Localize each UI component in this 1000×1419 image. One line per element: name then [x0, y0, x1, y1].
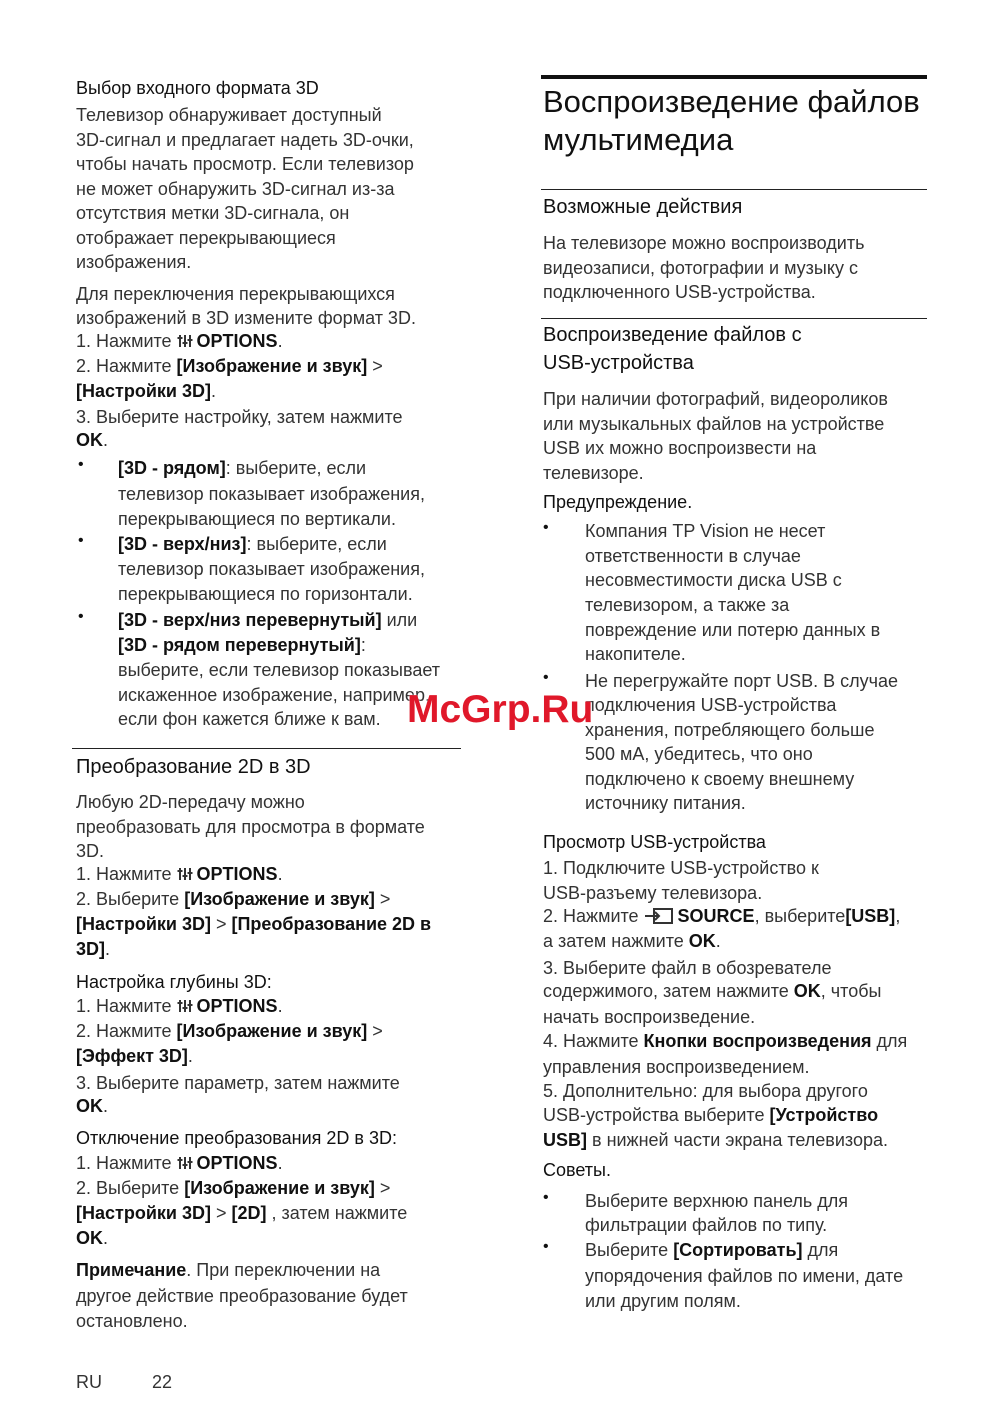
section-title-usb: Воспроизведение файлов с [543, 324, 802, 346]
text-line: чтобы начать просмотр. Если телевизор [76, 154, 414, 174]
step-2-cont [76, 1201, 407, 1225]
text-line: 3D-сигнал и предлагает надеть 3D-очки, [76, 130, 414, 150]
punct: . [277, 996, 283, 1016]
options-key: OPTIONS [196, 1153, 278, 1173]
step-2-cont [76, 937, 110, 961]
text-line: телевизор показывает изображения, [118, 484, 425, 504]
menu-path: [Настройки 3D] [76, 381, 211, 401]
step-2 [76, 887, 390, 911]
text-line: На телевизоре можно воспроизводить [543, 233, 865, 253]
separator: > [374, 1178, 391, 1198]
option-name: [3D - верх/низ] [118, 534, 247, 554]
bullet-icon: • [78, 532, 84, 549]
note-label: Примечание [76, 1260, 187, 1280]
punct: . [715, 931, 721, 951]
step-5-cont [543, 1128, 888, 1152]
separator: > [367, 356, 383, 376]
step-3-cont [76, 428, 108, 452]
option-name: [3D - рядом перевернутый] [118, 635, 361, 655]
section-title-actions: Возможные действия [543, 196, 743, 218]
footer-language: RU [76, 1372, 102, 1392]
warning-title: Предупреждение. [543, 492, 693, 512]
text-line: повреждение или потерю данных в [585, 620, 881, 640]
warning-item: Компания TP Vision не несет [585, 521, 826, 541]
text-line: фильтрации файлов по типу. [585, 1215, 828, 1235]
text-line: изображений в 3D измените формат 3D. [76, 308, 416, 328]
text-line: источнику питания. [585, 793, 746, 813]
separator: > [367, 1021, 383, 1041]
step-2 [76, 1019, 383, 1043]
punct: . [187, 1046, 193, 1066]
bullet-item-cont [118, 633, 366, 657]
text-line: преобразовать для просмотра в формате [76, 817, 425, 837]
option-desc: или [381, 610, 418, 630]
options-key: OPTIONS [196, 864, 278, 884]
subsection-title-depth: Настройка глубины 3D: [76, 972, 272, 992]
bullet-icon: • [78, 456, 84, 473]
source-key: SOURCE [677, 906, 755, 926]
note-text: . При переключении на [186, 1260, 381, 1280]
punct: . [103, 1228, 109, 1248]
option-name: [3D - рядом] [118, 458, 226, 478]
step-text: , затем нажмите [266, 1203, 408, 1223]
text-line: другое действие преобразование будет [76, 1286, 408, 1306]
section-divider [541, 189, 927, 190]
step-2 [76, 354, 383, 378]
tip-item [585, 1238, 838, 1262]
step-1 [76, 994, 283, 1018]
note [76, 1258, 380, 1282]
step-text: 2. Выберите [76, 889, 185, 909]
step-text: 2. Нажмите [76, 356, 177, 376]
step-2-cont [76, 379, 216, 403]
text-line: если фон кажется ближе к вам. [118, 709, 381, 729]
step-1 [76, 862, 283, 886]
punct: . [277, 331, 283, 351]
text-line: Телевизор обнаруживает доступный [76, 105, 382, 125]
menu-path: [Настройки 3D] [76, 1203, 211, 1223]
text-line: упорядочения файлов по имени, дате [585, 1266, 904, 1286]
step-1 [76, 329, 283, 353]
separator: > [374, 889, 391, 909]
step-text: а затем нажмите [543, 931, 689, 951]
text-line: остановлено. [76, 1311, 188, 1331]
step-3: 3. Выберите файл в обозревателе [543, 958, 832, 978]
step-3: 3. Выберите настройку, затем нажмите [76, 407, 403, 427]
text-line: отображает перекрывающиеся [76, 228, 336, 248]
step-text: 1. Нажмите [76, 996, 177, 1016]
tips-title: Советы. [543, 1160, 611, 1180]
option-name: [3D - верх/низ перевернутый] [118, 610, 382, 630]
ok-key: OK [76, 1096, 103, 1116]
bullet-item [118, 608, 417, 632]
text-line: телевизор показывает изображения, [118, 559, 425, 579]
menu-path: USB] [543, 1130, 587, 1150]
bullet-icon: • [78, 608, 84, 625]
page-title: Воспроизведение файлов [543, 84, 920, 119]
separator: > [210, 1203, 232, 1223]
bullet-item [118, 456, 366, 480]
section-title-2d-to-3d: Преобразование 2D в 3D [76, 756, 311, 778]
punct: . [105, 939, 111, 959]
step-2-cont [76, 1044, 193, 1068]
text-line: несовместимости диска USB с [585, 570, 842, 590]
text-line: Для переключения перекрывающихся [76, 284, 395, 304]
warning-item: Не перегружайте порт USB. В случае [585, 671, 899, 691]
step-3: 3. Выберите параметр, затем нажмите [76, 1073, 400, 1093]
step-5: 5. Дополнительно: для выбора другого [543, 1081, 868, 1101]
step-5-cont [543, 1103, 878, 1127]
punct: . [277, 864, 283, 884]
text-line: подключения USB-устройства [585, 695, 837, 715]
step-2-cont [543, 929, 721, 953]
step-2-cont [76, 1226, 108, 1250]
bullet-icon: • [543, 669, 549, 686]
step-text: в нижней части экрана телевизора. [587, 1130, 888, 1150]
source-icon [644, 906, 674, 922]
text-line: управления воспроизведением. [543, 1057, 810, 1077]
step-1 [76, 1151, 283, 1175]
text-line: накопителе. [585, 644, 686, 664]
bullet-icon: • [543, 1189, 549, 1206]
section-title-usb: USB-устройства [543, 352, 694, 374]
watermark: McGrp.Ru [407, 688, 594, 731]
step-text: , выберите [754, 906, 846, 926]
text-line: USB их можно воспроизвести на [543, 438, 817, 458]
text-line: подключенного USB-устройства. [543, 282, 816, 302]
punct: . [210, 381, 216, 401]
text-line: телевизоре. [543, 463, 644, 483]
menu-path: [Изображение и звук] [184, 1178, 375, 1198]
menu-path: [2D] [231, 1203, 267, 1223]
text-line: При наличии фотографий, видеороликов [543, 389, 888, 409]
step-text: , чтобы [820, 981, 882, 1001]
options-icon [177, 330, 193, 344]
text-line: 500 мА, убедитесь, что оно [585, 744, 813, 764]
options-key: OPTIONS [196, 331, 278, 351]
section-divider [541, 318, 927, 319]
punct: . [103, 430, 109, 450]
subsection-title-view-usb: Просмотр USB-устройства [543, 832, 766, 852]
punct: , [895, 906, 901, 926]
text-line: ответственности в случае [585, 546, 801, 566]
menu-path: [Устройство [769, 1105, 879, 1125]
option-desc: : выберите, если [225, 458, 367, 478]
text-line: или музыкальных файлов на устройстве [543, 414, 885, 434]
text-line: перекрывающиеся по вертикали. [118, 509, 396, 529]
bullet-item [118, 532, 387, 556]
step-text: 1. Нажмите [76, 331, 177, 351]
text-line: Любую 2D-передачу можно [76, 792, 305, 812]
menu-path: 3D] [76, 939, 106, 959]
text-line: подключено к своему внешнему [585, 769, 855, 789]
text-line: 3D. [76, 841, 105, 861]
tip-item: Выберите верхнюю панель для [585, 1191, 849, 1211]
step-2-cont [76, 912, 431, 936]
menu-path: [Изображение и звук] [176, 356, 368, 376]
page-number: 22 [152, 1372, 173, 1392]
ok-key: OK [76, 1228, 103, 1248]
step-text: для [802, 1240, 839, 1260]
separator: > [210, 914, 232, 934]
menu-path: [Эффект 3D] [76, 1046, 188, 1066]
option-desc: : выберите, если [246, 534, 387, 554]
menu-path: [Изображение и звук] [176, 1021, 368, 1041]
text-line: телевизором, а также за [585, 595, 790, 615]
bullet-icon: • [543, 519, 549, 536]
text-line: хранения, потребляющего больше [585, 720, 875, 740]
text-line: искаженное изображение, например, [118, 685, 430, 705]
step-text: 1. Нажмите [76, 1153, 177, 1173]
text-line: или другим полям. [585, 1291, 741, 1311]
step-text: 4. Нажмите [543, 1031, 644, 1051]
text-line: изображения. [76, 252, 192, 272]
menu-path: [Изображение и звук] [184, 889, 375, 909]
subsection-title-disable: Отключение преобразования 2D в 3D: [76, 1128, 397, 1148]
step-2 [543, 904, 900, 928]
page-title: мультимедиа [543, 122, 734, 157]
text-line: не может обнаружить 3D-сигнал из-за [76, 179, 395, 199]
options-key: OPTIONS [196, 996, 278, 1016]
step-3-cont [543, 979, 881, 1003]
ok-key: OK [793, 981, 821, 1001]
step-text: 1. Нажмите [76, 864, 177, 884]
section-divider [72, 748, 461, 749]
step-2 [76, 1176, 390, 1200]
bullet-icon: • [543, 1238, 549, 1255]
step-text: USB-устройства выберите [543, 1105, 770, 1125]
menu-path: [Сортировать] [673, 1240, 803, 1260]
step-4 [543, 1029, 907, 1053]
text-line: начать воспроизведение. [543, 1007, 756, 1027]
text-line: перекрывающиеся по горизонтали. [118, 584, 413, 604]
step-text: для [871, 1031, 908, 1051]
ok-key: OK [688, 931, 716, 951]
step-text: Выберите [585, 1240, 674, 1260]
menu-path: [USB] [845, 906, 896, 926]
ok-key: OK [76, 430, 103, 450]
step-3-cont [76, 1094, 108, 1118]
menu-path: [Преобразование 2D в [231, 914, 432, 934]
punct: : [360, 635, 366, 655]
section-title-input-format: Выбор входного формата 3D [76, 78, 319, 98]
menu-path: [Настройки 3D] [76, 914, 211, 934]
step-text: содержимого, затем нажмите [543, 981, 794, 1001]
text-line: выберите, если телевизор показывает [118, 660, 441, 680]
text-line: отсутствия метки 3D-сигнала, он [76, 203, 350, 223]
punct: . [103, 1096, 109, 1116]
text-line: USB-разъему телевизора. [543, 883, 763, 903]
playback-buttons-key: Кнопки воспроизведения [643, 1031, 872, 1051]
options-icon [177, 1152, 193, 1166]
options-icon [177, 995, 193, 1009]
options-icon [177, 863, 193, 877]
text-line: видеозаписи, фотографии и музыку с [543, 258, 858, 278]
step-text: 2. Нажмите [76, 1021, 177, 1041]
step-1: 1. Подключите USB-устройство к [543, 858, 819, 878]
heading-rule [541, 75, 927, 79]
step-text: 2. Выберите [76, 1178, 185, 1198]
punct: . [277, 1153, 283, 1173]
step-text: 2. Нажмите [543, 906, 644, 926]
